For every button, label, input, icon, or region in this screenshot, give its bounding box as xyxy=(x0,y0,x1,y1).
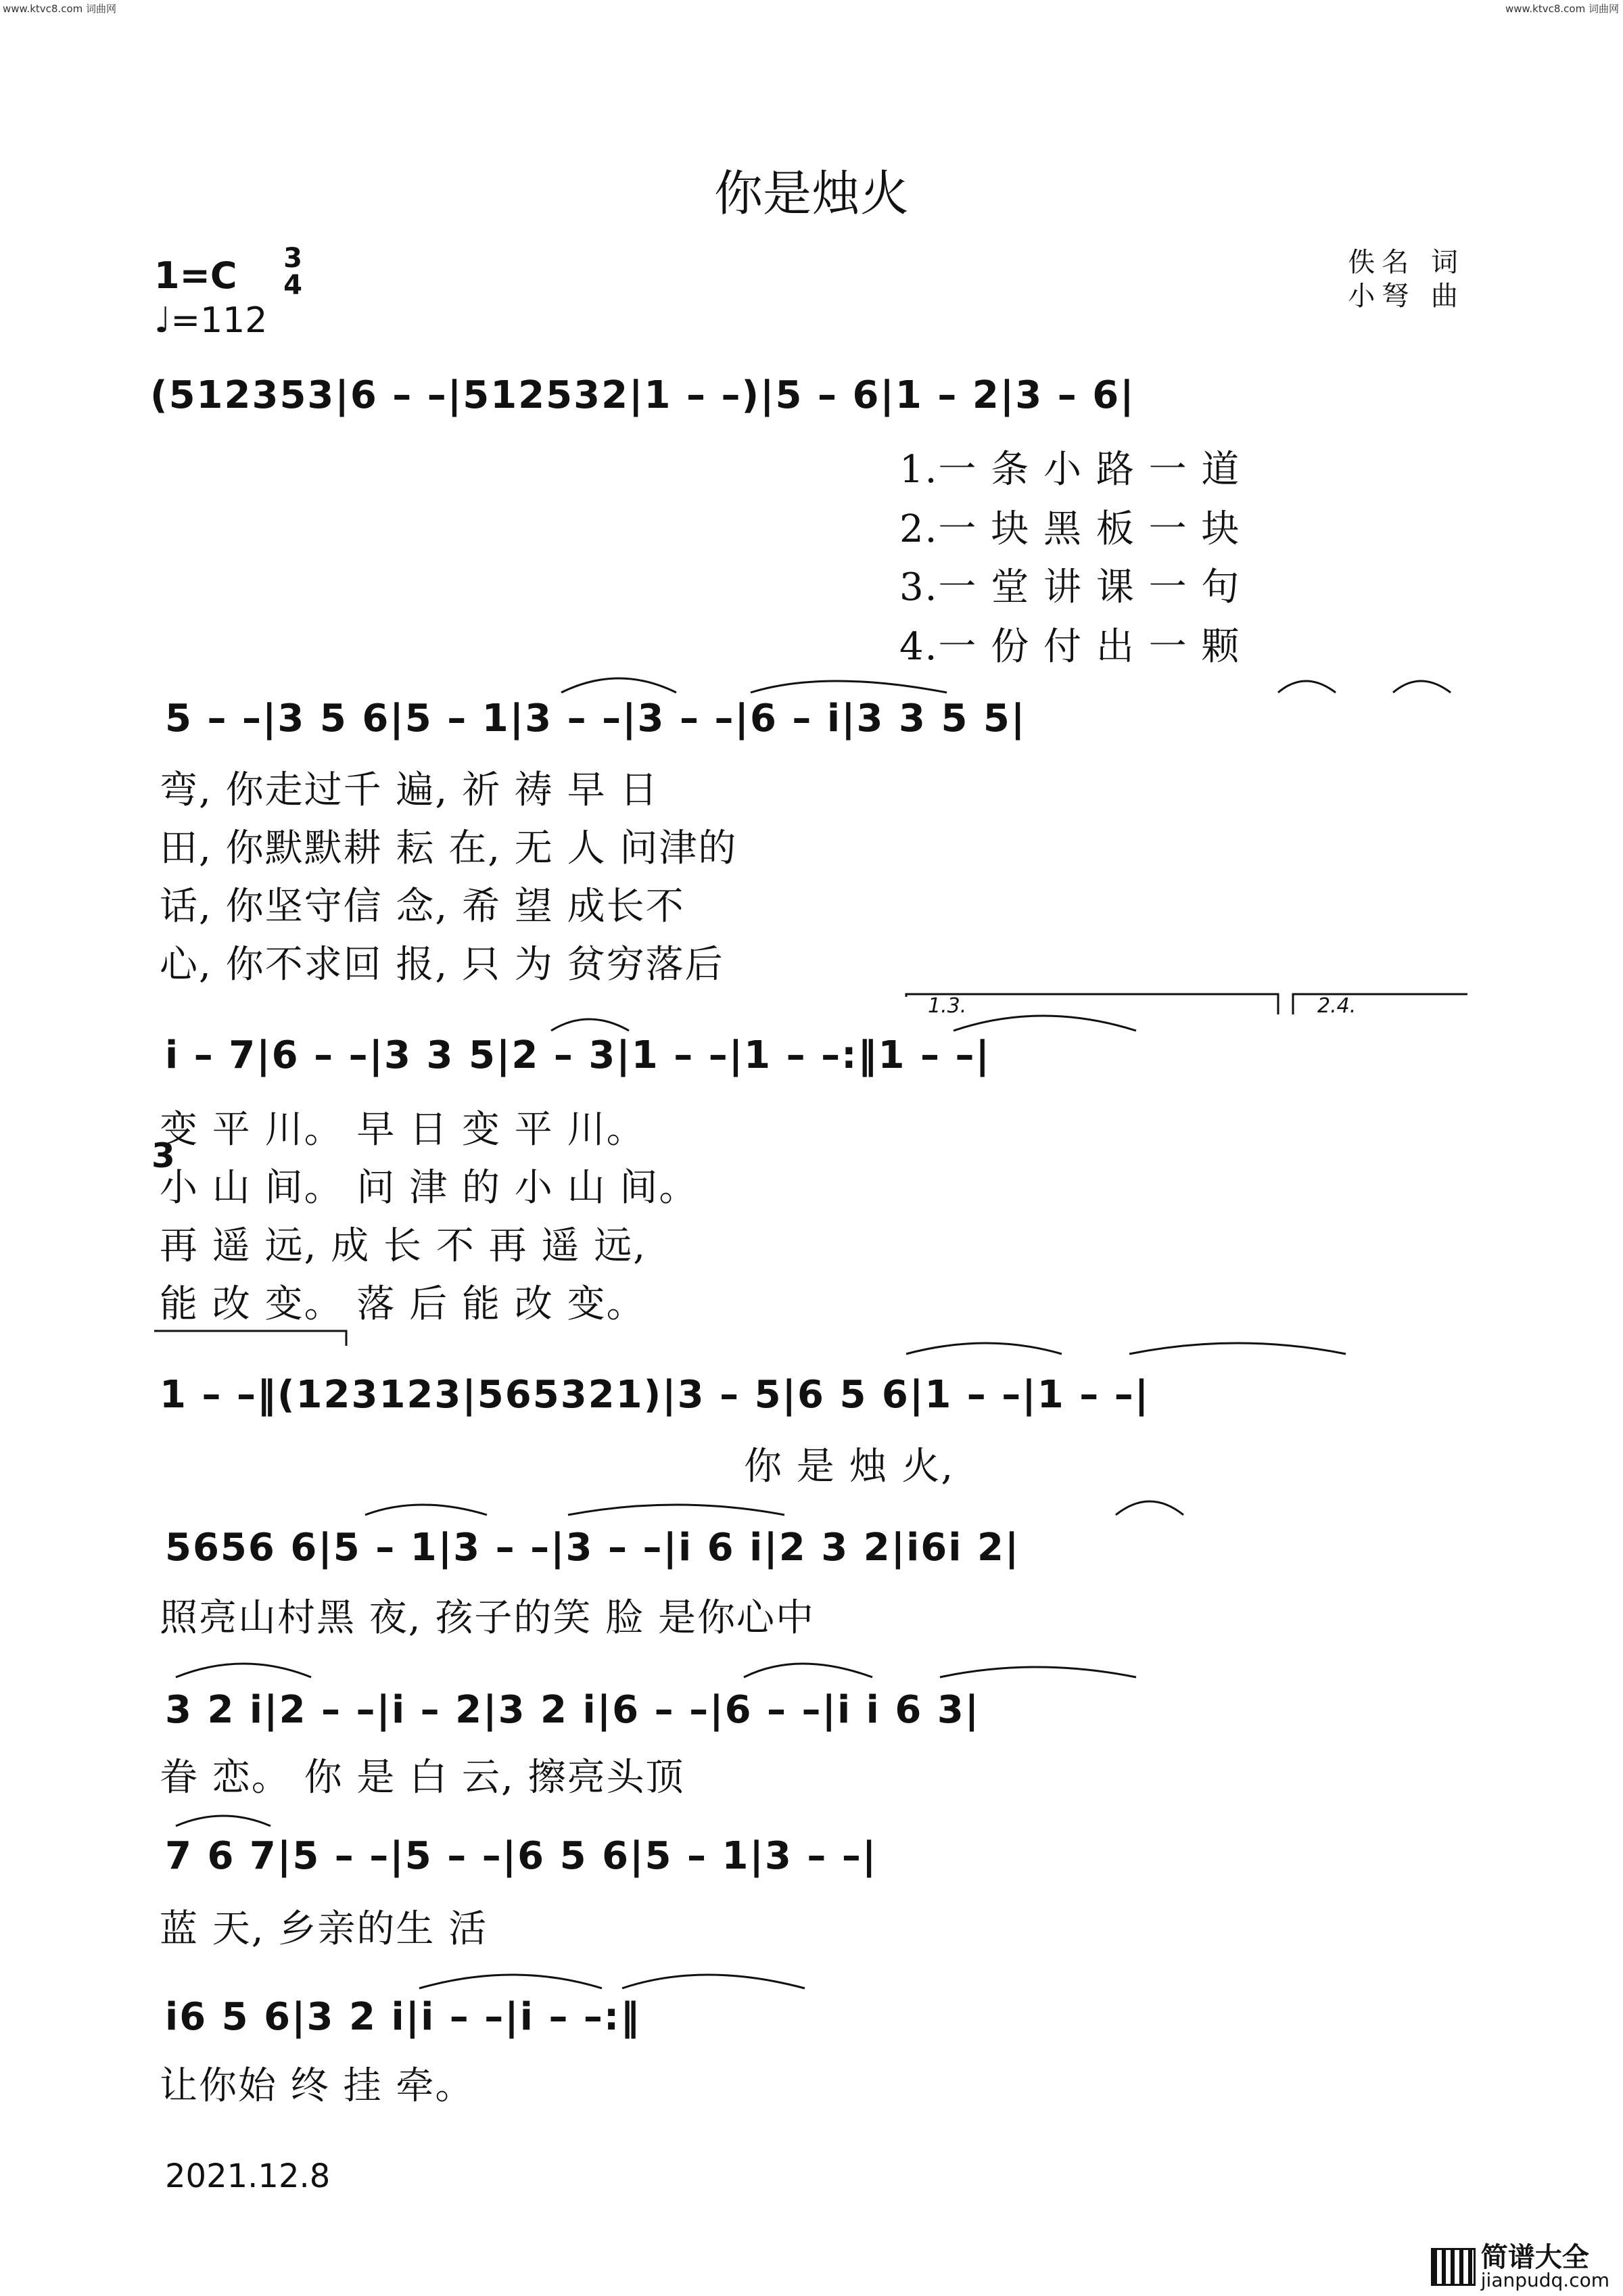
score-system-5-notes: 5656 6|5 – 1|3 – –|3 – –|i 6 i|2 3 2|i6i 2| xyxy=(165,1526,1020,1570)
slur-mark xyxy=(1129,1343,1346,1354)
volta-2-bracket xyxy=(1293,994,1467,1014)
system-5-lyric: 照亮山村黑 夜, 孩子的笑 脸 是你心中 xyxy=(160,1596,816,1640)
lyricist-credit: 佚名 词 xyxy=(1348,247,1465,278)
time-numerator: 3 xyxy=(283,243,302,274)
site-header-left: www.ktvc8.com 词曲网 xyxy=(3,3,117,15)
system-7-lyric: 蓝 天, 乡亲的生 活 xyxy=(160,1907,488,1951)
system-6-lyric: 眷 恋。 你 是 白 云, 擦亮头顶 xyxy=(160,1756,685,1800)
system-1-lyric-verse-4: 4.一 份 付 出 一 颗 xyxy=(899,625,1241,669)
slur-mark xyxy=(940,1667,1136,1677)
volta-2-label: 2.4. xyxy=(1317,994,1357,1018)
stray-number-mark: 3 xyxy=(151,1136,177,1175)
slur-mark xyxy=(751,681,947,693)
slur-mark xyxy=(622,1975,805,1988)
system-3-lyric-verse-3: 再 遥 远, 成 长 不 再 遥 远, xyxy=(160,1224,647,1268)
slur-mark xyxy=(1116,1501,1183,1515)
slur-mark xyxy=(561,678,676,693)
volta-1-label: 1.3. xyxy=(928,994,967,1018)
watermark-sub: jianpudq.com xyxy=(1480,2269,1609,2291)
slur-mark xyxy=(176,1664,311,1677)
watermark-logo xyxy=(1431,2244,1609,2290)
system-1-lyric-verse-2: 2.一 块 黑 板 一 块 xyxy=(899,507,1241,551)
system-2-lyric-verse-1: 弯, 你走过千 遍, 祈 祷 早 日 xyxy=(160,768,659,812)
composer-credit: 小弩 曲 xyxy=(1348,281,1465,312)
tempo-marking: ♩=112 xyxy=(154,300,268,341)
watermark-main: 简谱大全 xyxy=(1480,2242,1589,2273)
system-3-lyric-verse-4: 能 改 变。 落 后 能 改 变。 xyxy=(160,1282,646,1326)
system-2-lyric-verse-4: 心, 你不求回 报, 只 为 贫穷落后 xyxy=(160,943,724,987)
system-2-lyric-verse-3: 话, 你坚守信 念, 希 望 成长不 xyxy=(160,885,685,929)
time-denominator: 4 xyxy=(283,270,302,301)
repeat-bracket xyxy=(154,1331,346,1346)
slur-mark xyxy=(551,1019,629,1031)
system-3-lyric-verse-1: 变 平 川。 早 日 变 平 川。 xyxy=(160,1108,646,1152)
system-1-lyric-verse-1: 1.一 条 小 路 一 道 xyxy=(899,448,1241,492)
score-system-3-notes: i – 7|6 – –|3 3 5|2 – 3|1 – –|1 – –:‖1 – –| xyxy=(165,1033,991,1077)
composition-date: 2021.12.8 xyxy=(165,2157,331,2195)
slur-mark xyxy=(176,1816,270,1826)
slur-mark xyxy=(365,1505,487,1515)
slur-mark xyxy=(906,1343,1062,1354)
slur-mark xyxy=(1393,681,1451,693)
slur-mark xyxy=(954,1016,1136,1031)
system-2-lyric-verse-2: 田, 你默默耕 耘 在, 无 人 问津的 xyxy=(160,826,738,870)
score-system-7-notes: 7 6 7|5 – –|5 – –|6 5 6|5 – 1|3 – –| xyxy=(165,1834,878,1878)
site-header-right: www.ktvc8.com 词曲网 xyxy=(1505,3,1619,15)
system-3-lyric-verse-2: 小 山 间。 问 津 的 小 山 间。 xyxy=(160,1166,699,1210)
system-1-lyric-verse-3: 3.一 堂 讲 课 一 句 xyxy=(899,565,1241,609)
score-system-4-notes: 1 – –‖(123123|565321)|3 – 5|6 5 6|1 – –|1 – –| xyxy=(160,1373,1150,1417)
piano-icon xyxy=(1431,2248,1476,2286)
score-system-8-notes: i6 5 6|3 2 i|i – –|i – –:‖ xyxy=(165,1995,641,2039)
song-title: 你是烛火 xyxy=(713,165,909,222)
slur-mark xyxy=(568,1505,784,1515)
volta-1-bracket xyxy=(906,994,1278,1014)
score-system-2-notes: 5 – –|3 5 6|5 – 1|3 – –|3 – –|6 – i|3 3 5 5| xyxy=(165,697,1027,741)
slur-mark xyxy=(419,1975,602,1988)
slur-mark xyxy=(744,1664,872,1677)
slur-mark xyxy=(1278,681,1336,693)
score-system-6-notes: 3 2 i|2 – –|i – 2|3 2 i|6 – –|6 – –|i i 6 3| xyxy=(165,1688,981,1732)
system-8-lyric: 让你始 终 挂 牵。 xyxy=(160,2064,475,2108)
score-system-1-notes: (512353|6 – –|512532|1 – –)|5 – 6|1 – 2|3 – 6| xyxy=(150,373,1135,417)
system-4-lyric: 你 是 烛 火, xyxy=(744,1445,955,1489)
key-signature: 1=C xyxy=(154,254,237,297)
